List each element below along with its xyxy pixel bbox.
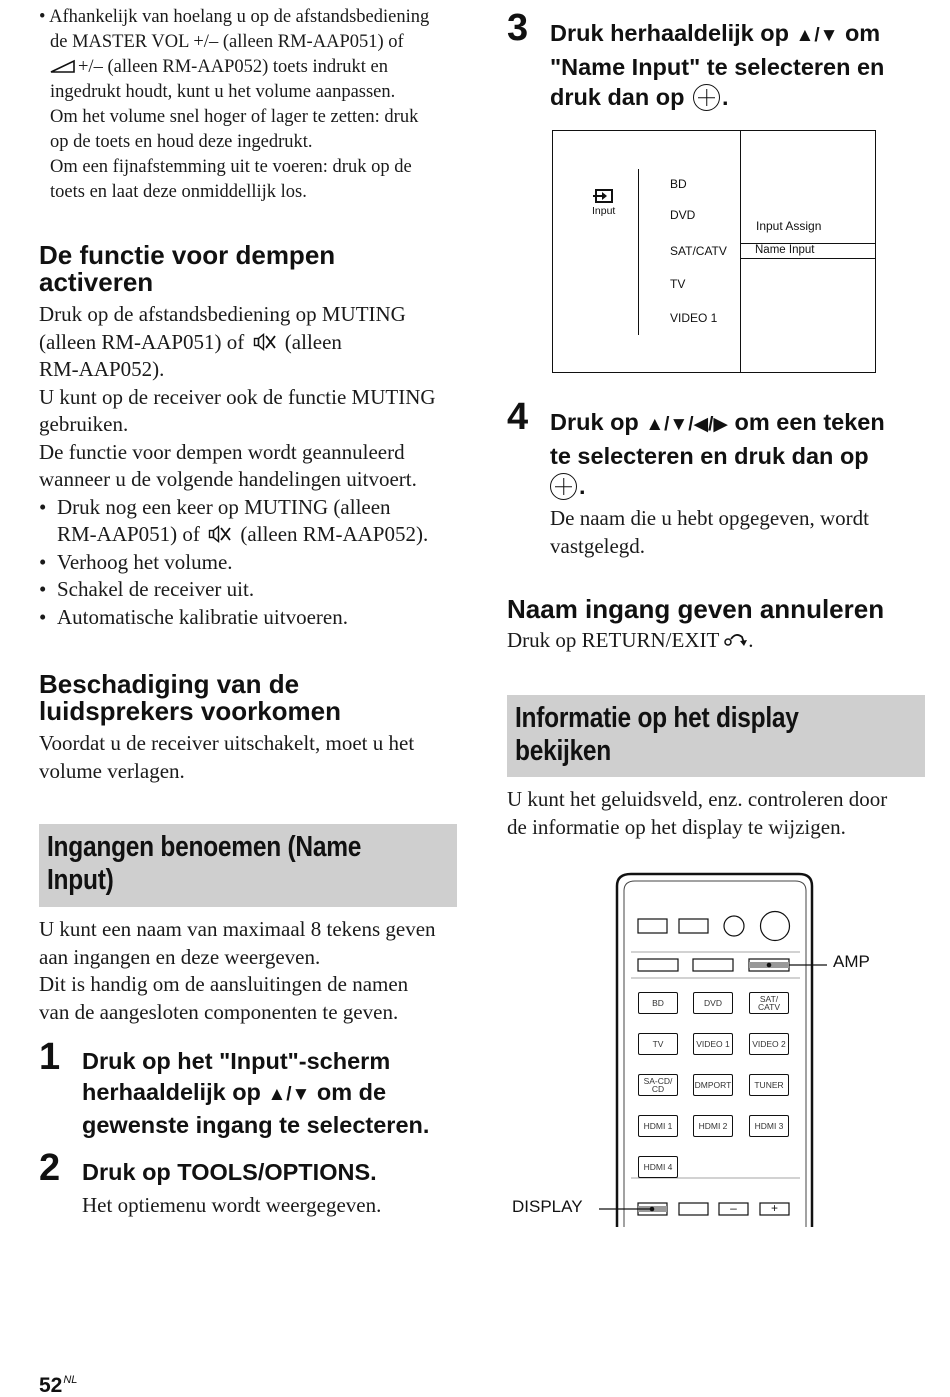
menu-item-name-input-selected: Name Input (740, 243, 875, 259)
up-down-arrows-icon: ▲/▼ (267, 1083, 311, 1105)
remote-bottom-button (679, 1203, 708, 1215)
input-list-rule (638, 169, 639, 335)
input-icon-label: Input (592, 205, 616, 217)
speakers-body: Voordat u de receiver uitschakelt, moet u het volume verlagen. (39, 731, 415, 783)
enter-button-icon (550, 473, 577, 500)
input-list-item: BD (670, 177, 687, 191)
volume-bullet-line: • Afhankelijk van hoelang u op de afstandsbediening (39, 7, 430, 27)
muting-para3-line: wanneer u de volgende handelingen uitvoert. (39, 467, 417, 491)
muting-speaker-icon (208, 524, 232, 544)
display-label: DISPLAY (512, 1197, 583, 1216)
muting-para1-line: Druk op de afstandsbediening op MUTING (39, 302, 406, 326)
muting-cancel-bullet: • Verhoog het volume. (39, 549, 464, 577)
volume-bullet-line: Om een fijnafstemming uit te voeren: druk op de (50, 157, 412, 177)
step-2-title: Druk op TOOLS/OPTIONS. (82, 1159, 377, 1185)
cancel-heading: Naam ingang geven annuleren (507, 594, 885, 624)
remote-input-button: TUNER (749, 1074, 789, 1096)
remote-illustration (507, 872, 925, 1228)
volume-bullet (39, 5, 459, 205)
return-icon (724, 631, 748, 647)
name-input-intro: U kunt een naam van maximaal 8 tekens geven aan ingangen en deze weergeven. Dit is handig om de aansluitingen de namen van de aangesloten componenten te geven. (39, 917, 436, 1024)
muting-cancel-bullet: • Druk nog een keer op MUTING (alleen RM-AAP051) of (alleen RM-AAP052). (39, 494, 464, 549)
input-list-item: DVD (670, 208, 696, 222)
muting-cancel-bullet: • Schakel de receiver uit. (39, 576, 464, 604)
volume-bullet-line: op de toets en houd deze ingedrukt. (50, 132, 313, 152)
step-3-title: Druk herhaaldelijk op ▲/▼ om "Name Input" te selecteren en druk dan op . (550, 20, 885, 110)
remote-input-button: VIDEO 1 (693, 1033, 733, 1055)
muting-cancel-bullet: • Automatische kalibratie uitvoeren. (39, 604, 464, 632)
step-1-title: Druk op het "Input"-scherm herhaaldelijk op ▲/▼ om de gewenste ingang te selecteren. (82, 1048, 430, 1138)
remote-mode-button (693, 959, 733, 971)
volume-bullet-line: toets en laat deze onmiddellijk los. (50, 182, 307, 202)
four-way-arrows-icon: ▲/▼/◀/▶ (645, 414, 728, 435)
plus-sign: + (770, 1201, 778, 1215)
muting-heading: De functie voor dempen activeren (39, 240, 336, 297)
page-number: $52^{NL}$ (39, 1374, 78, 1397)
remote-input-button: DVD (693, 992, 733, 1014)
banner-line: Informatie op het display (515, 702, 799, 734)
volume-bullet-line: ingedrukt houdt, kunt u het volume aanpassen. (50, 82, 396, 102)
muting-speaker-icon (253, 332, 277, 352)
remote-round-button (724, 916, 744, 936)
input-list-item: VIDEO 1 (670, 311, 718, 325)
remote-input-button: HDMI 2 (693, 1115, 733, 1137)
amp-label: AMP (833, 952, 870, 971)
volume-wedge-icon (50, 59, 76, 73)
display-intro: U kunt het geluidsveld, enz. controleren door de informatie op het display te wijzigen. (507, 787, 888, 839)
up-down-arrows-icon: ▲/▼ (795, 25, 839, 46)
step-4-number: 4 (507, 396, 529, 438)
cancel-body: Druk op RETURN/EXIT . (507, 628, 754, 652)
muting-para2-line: gebruiken. (39, 412, 129, 436)
step-4-body: De naam die u hebt opgegeven, wordt vastgelegd. (550, 506, 869, 558)
input-list-item: TV (670, 277, 686, 291)
volume-bullet-line: Om het volume snel hoger of lager te zetten: druk (50, 107, 419, 127)
remote-input-button: TV (638, 1033, 678, 1055)
muting-para1-line: (alleen RM-AAP051) of (alleen (39, 329, 342, 354)
volume-bullet-line: de MASTER VOL +/– (alleen RM-AAP051) of (50, 32, 404, 52)
remote-input-button: SA-CD/ CD (638, 1074, 678, 1096)
muting-para3-line: De functie voor dempen wordt geannuleerd (39, 439, 405, 464)
banner-line: bekijken (515, 735, 612, 767)
muting-para1-line: RM-AAP052). (39, 357, 165, 381)
banner-line: Input) (47, 864, 114, 896)
display-banner (507, 695, 925, 777)
remote-mode-button (638, 959, 678, 971)
remote-input-button: BD (638, 992, 678, 1014)
banner-line: Ingangen benoemen (Name (47, 831, 362, 863)
remote-input-button: HDMI 3 (749, 1115, 789, 1137)
step-2-number: 2 (39, 1147, 61, 1189)
remote-input-button: VIDEO 2 (749, 1033, 789, 1055)
name-input-banner (39, 824, 457, 907)
remote-input-button: SAT/ CATV (749, 992, 789, 1014)
remote-top-button (638, 919, 667, 933)
enter-button-icon (693, 84, 720, 111)
remote-input-button: HDMI 1 (638, 1115, 678, 1137)
remote-power-button (761, 912, 790, 941)
speakers-heading: Beschadiging van de luidsprekers voorkomen (39, 669, 341, 726)
input-screen-diagram (552, 130, 876, 373)
step-4-title: Druk op ▲/▼/◀/▶ om een teken te selecteren en druk dan op . (550, 409, 885, 499)
remote-top-button (679, 919, 708, 933)
muting-para2-line: U kunt op de receiver ook de functie MUTING (39, 384, 436, 409)
input-list-item: SAT/CATV (670, 244, 727, 258)
step-3-number: 3 (507, 7, 529, 49)
muting-body (39, 301, 464, 631)
remote-input-button: DMPORT (693, 1074, 733, 1096)
step-1-number: 1 (39, 1036, 61, 1078)
menu-item-input-assign: Input Assign (756, 219, 822, 233)
minus-sign: – (730, 1201, 737, 1215)
step-2-body: Het optiemenu wordt weergegeven. (82, 1193, 382, 1217)
remote-input-grid (638, 992, 792, 1172)
remote-input-button: HDMI 4 (638, 1156, 678, 1178)
volume-bullet-line-with-symbol: +/– (alleen RM-AAP052) toets indrukt en (50, 55, 459, 80)
